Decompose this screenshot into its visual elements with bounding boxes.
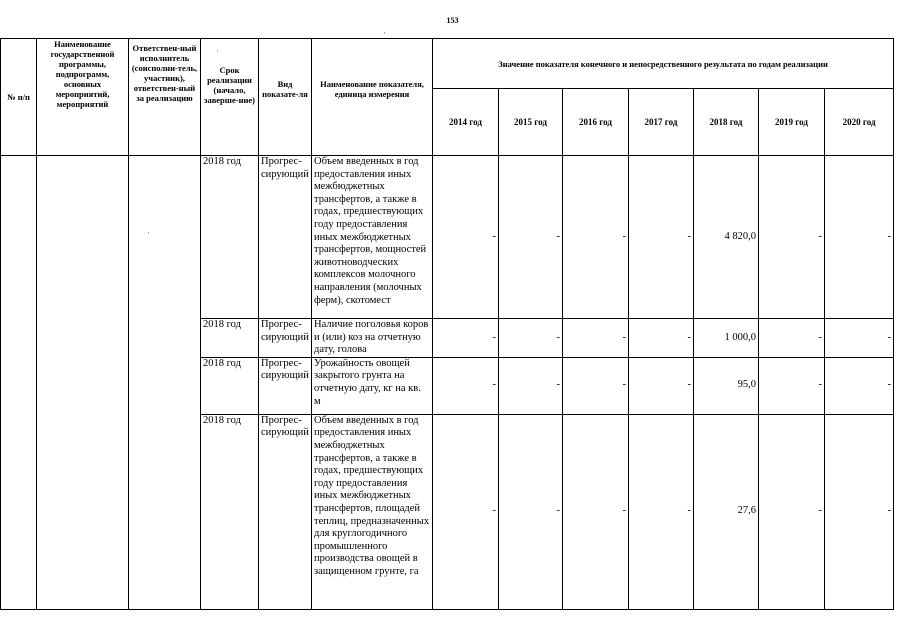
scan-speck: ·	[216, 46, 219, 56]
cell-value: -	[433, 414, 499, 609]
cell-value: -	[563, 156, 629, 319]
header-year: 2020 год	[825, 89, 894, 156]
results-table	[0, 38, 894, 610]
cell-indicator-type: Прогрес-сирующий	[259, 357, 312, 414]
cell-indicator-name: Объем введенных в год предоставления иных межбюджетных трансфертов, а также в годах, предшествующих году предоставления иных межбюджетных трансфертов, мощностей животноводческих комплексов молочного направления (молочных ферм), скотомест	[312, 156, 433, 319]
cell-term: 2018 год	[201, 319, 259, 358]
cell-indicator-name: Объем введенных в год предоставления иных межбюджетных трансфертов, а также в годах, предшествующих году предоставления иных межбюджетных трансфертов, площадей теплиц, предназначенных для круглогодичного промышленного производства овощей в защищенном грунте, га	[312, 414, 433, 609]
table-row	[1, 156, 894, 319]
cell-value: -	[825, 357, 894, 414]
header-responsible: Ответствен-ный исполнитель (соисполни-тель, участник), ответствен-ный за реализацию	[129, 39, 201, 156]
cell-value: -	[499, 156, 563, 319]
cell-value: -	[825, 414, 894, 609]
header-program: Наименование государственной программы, подпрограмм, основных мероприятий, мероприятий	[37, 39, 129, 156]
cell-value: -	[499, 319, 563, 358]
header-year: 2017 год	[629, 89, 694, 156]
cell-value: -	[759, 414, 825, 609]
cell-value: -	[433, 357, 499, 414]
cell-value: -	[629, 319, 694, 358]
cell-value: -	[629, 156, 694, 319]
cell-value: 1 000,0	[694, 319, 759, 358]
scan-speck: ·	[147, 228, 150, 238]
cell-indicator-type: Прогрес-сирующий	[259, 319, 312, 358]
cell-indicator-name: Наличие поголовья коров и (или) коз на отчетную дату, голова	[312, 319, 433, 358]
cell-term: 2018 год	[201, 414, 259, 609]
cell-num	[1, 156, 37, 610]
cell-term: 2018 год	[201, 357, 259, 414]
cell-value: -	[563, 319, 629, 358]
header-year: 2014 год	[433, 89, 499, 156]
cell-indicator-name: Урожайность овощей закрытого грунта на отчетную дату, кг на кв. м	[312, 357, 433, 414]
header-indicator-type: Вид показате-ля	[259, 39, 312, 156]
cell-value: -	[825, 156, 894, 319]
scan-speck: ·	[383, 28, 386, 38]
header-num: № п/п	[1, 39, 37, 156]
cell-value: -	[563, 414, 629, 609]
cell-value: -	[759, 357, 825, 414]
cell-value: -	[629, 414, 694, 609]
header-year: 2016 год	[563, 89, 629, 156]
header-indicator-name: Наименование показателя, единица измерения	[312, 39, 433, 156]
cell-value: -	[499, 357, 563, 414]
cell-indicator-type: Прогрес-сирующий	[259, 156, 312, 319]
header-values-group: Значение показателя конечного и непосредственного результата по годам реализации	[433, 39, 894, 89]
page-number: 153	[446, 16, 459, 25]
cell-responsible	[129, 156, 201, 610]
cell-value: -	[759, 319, 825, 358]
cell-term: 2018 год	[201, 156, 259, 319]
header-year: 2015 год	[499, 89, 563, 156]
cell-value: -	[433, 156, 499, 319]
header-year: 2019 год	[759, 89, 825, 156]
cell-value: -	[433, 319, 499, 358]
cell-value: 4 820,0	[694, 156, 759, 319]
cell-value: -	[759, 156, 825, 319]
cell-indicator-type: Прогрес-сирующий	[259, 414, 312, 609]
cell-program	[37, 156, 129, 610]
cell-value: -	[825, 319, 894, 358]
cell-value: 27,6	[694, 414, 759, 609]
header-term: Срок реализации (начало, заверше-ние)	[201, 39, 259, 156]
header-year: 2018 год	[694, 89, 759, 156]
cell-value: 95,0	[694, 357, 759, 414]
cell-value: -	[499, 414, 563, 609]
cell-value: -	[629, 357, 694, 414]
cell-value: -	[563, 357, 629, 414]
